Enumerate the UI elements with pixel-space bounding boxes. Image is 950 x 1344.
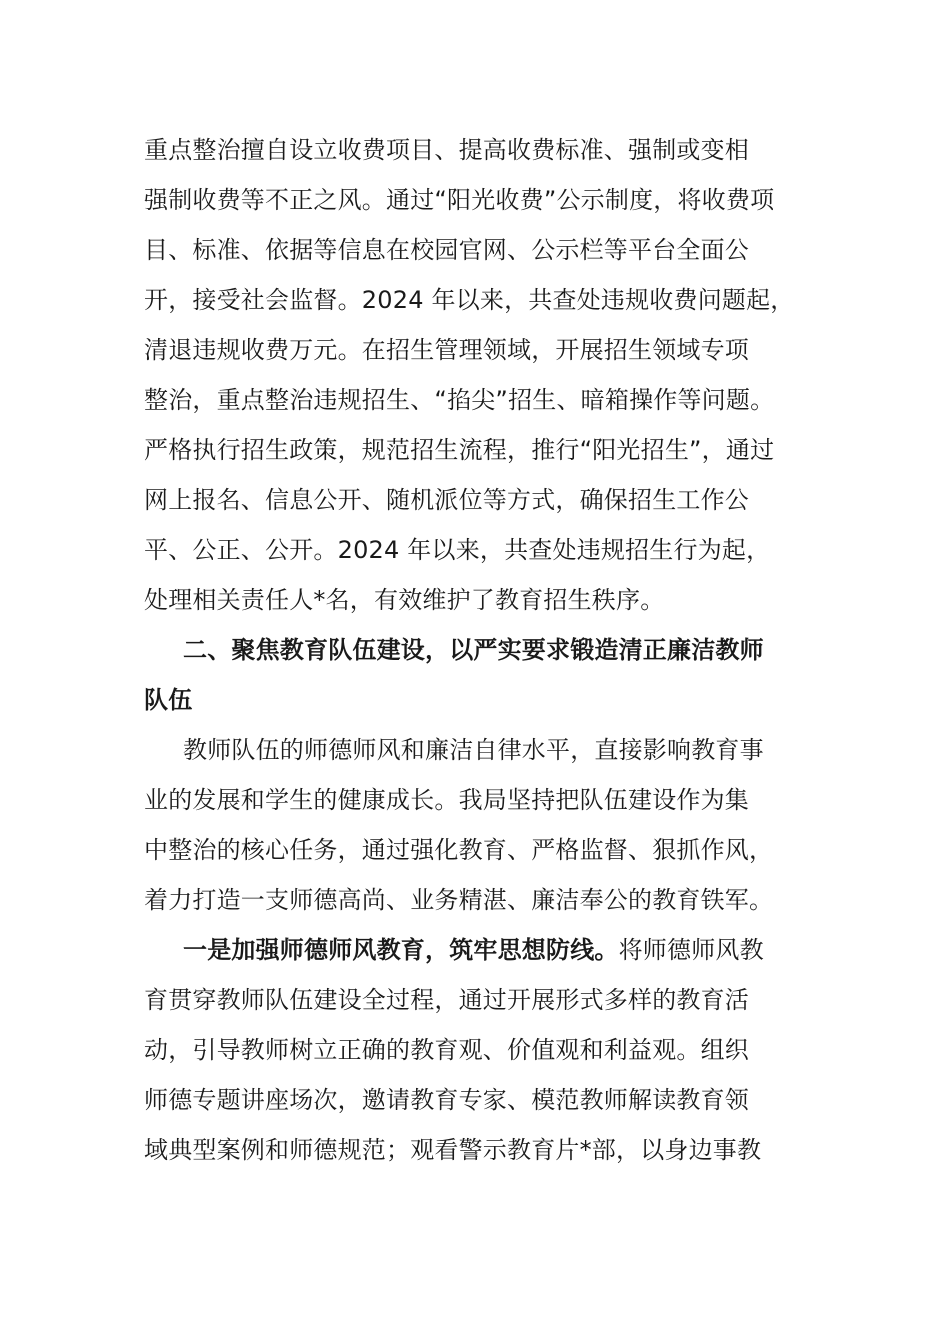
paragraph-line: 域典型案例和师德规范；观看警示教育片*部，以身边事教 <box>144 1136 762 1164</box>
text-line: 重点整治擅自设立收费项目、提高收费标准、强制或变相 <box>144 136 749 164</box>
section-heading-continuation: 队伍 <box>144 686 193 714</box>
text-line: 平、公正、公开。2024 年以来，共查处违规招生行为起， <box>144 536 771 564</box>
text-line: 开，接受社会监督。2024 年以来，共查处违规收费问题起， <box>144 286 795 314</box>
paragraph-line: 动，引导教师树立正确的教育观、价值观和利益观。组织 <box>144 1036 749 1064</box>
text-line: 网上报名、信息公开、随机派位等方式，确保招生工作公 <box>144 486 749 514</box>
paragraph-line: 业的发展和学生的健康成长。我局坚持把队伍建设作为集 <box>144 786 749 814</box>
text-line: 整治，重点整治违规招生、“掐尖”招生、暗箱操作等问题。 <box>144 386 775 414</box>
paragraph-lead-line <box>183 934 764 966</box>
paragraph-line: 教师队伍的师德师风和廉洁自律水平，直接影响教育事 <box>183 736 764 764</box>
text-line: 强制收费等不正之风。通过“阳光收费”公示制度，将收费项 <box>144 186 775 214</box>
paragraph-line: 中整治的核心任务，通过强化教育、严格监督、狠抓作风， <box>144 836 774 864</box>
lead-rest: 将师德师风教 <box>618 936 764 964</box>
bold-lead: 一是加强师德师风教育，筑牢思想防线。 <box>183 936 619 964</box>
paragraph-line: 着力打造一支师德高尚、业务精湛、廉洁奉公的教育铁军。 <box>144 886 774 914</box>
section-heading: 二、聚焦教育队伍建设，以严实要求锻造清正廉洁教师 <box>183 636 764 664</box>
text-line: 目、标准、依据等信息在校园官网、公示栏等平台全面公 <box>144 236 749 264</box>
text-line: 清退违规收费万元。在招生管理领域，开展招生领域专项 <box>144 336 749 364</box>
paragraph-line: 育贯穿教师队伍建设全过程，通过开展形式多样的教育活 <box>144 986 749 1014</box>
text-line: 严格执行招生政策，规范招生流程，推行“阳光招生”，通过 <box>144 436 775 464</box>
text-line: 处理相关责任人*名，有效维护了教育招生秩序。 <box>144 586 665 614</box>
paragraph-line: 师德专题讲座场次，邀请教育专家、模范教师解读教育领 <box>144 1086 749 1114</box>
